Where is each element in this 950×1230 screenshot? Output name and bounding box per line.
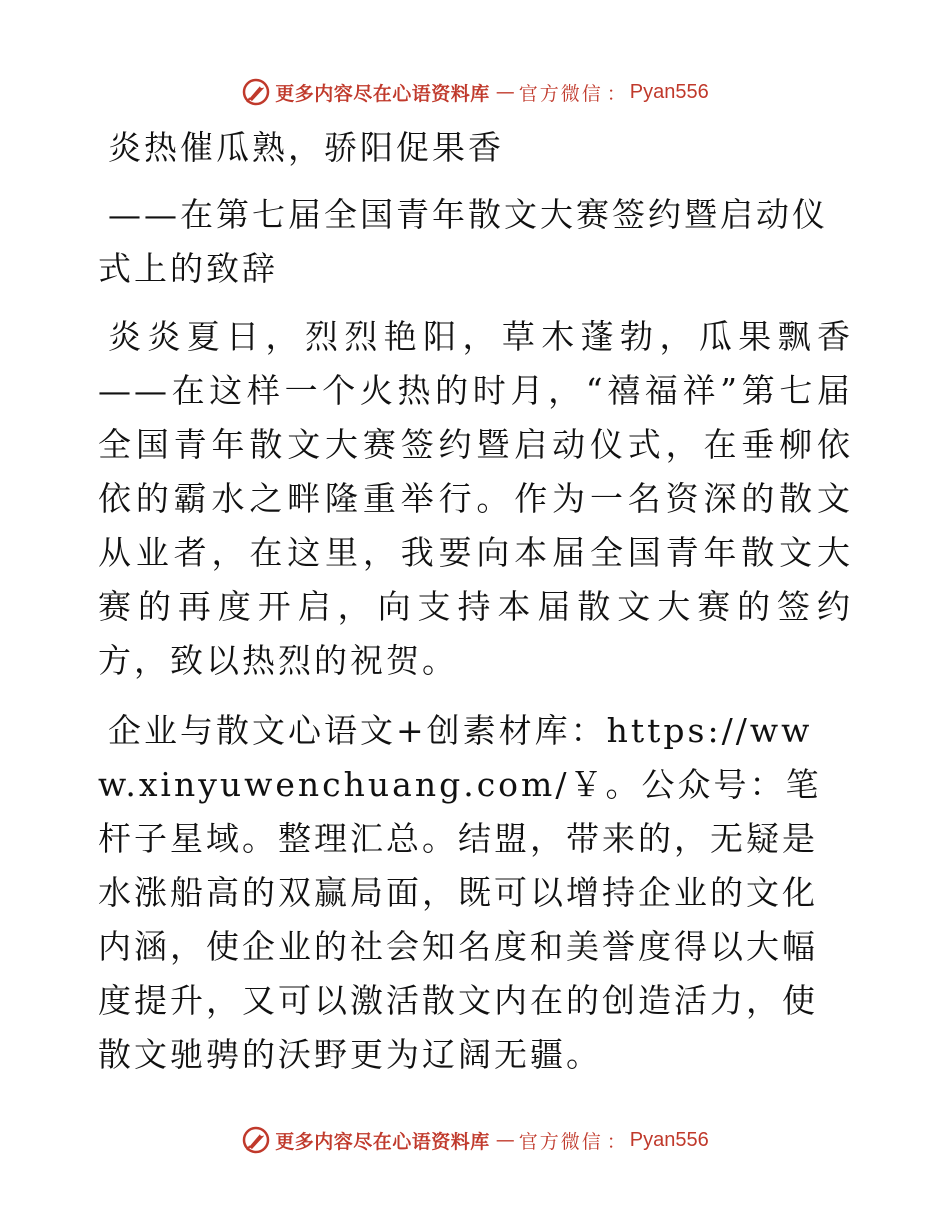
banner-main-text: 更多内容尽在心语资料库 — [275, 1130, 490, 1153]
banner-wechat-id: Pyan556 — [629, 80, 709, 103]
header-banner-inner — [241, 77, 709, 107]
footer-banner-inner — [241, 1125, 709, 1155]
paragraph-2: 企业与散文心语文+创素材库：https://www.xinyuwenchuang.com/￥。公众号：笔杆子星域。整理汇总。结盟，带来的，无疑是水涨船高的双赢局面，既可以增持企业的文化内涵，使企业的社会知名度和美誉度得以大幅度提升，又可以激活散文内在的创造活力，使散文驰骋的沃野更为辽阔无疆。 — [98, 711, 822, 1074]
banner-dash: — — [495, 1129, 515, 1151]
banner-official-label: 官方微信 — [518, 82, 603, 105]
document-body — [98, 122, 853, 1082]
quill-logo-icon — [241, 77, 271, 107]
banner-official-label: 官方微信 — [518, 1130, 603, 1153]
page-subtitle: ——在第七届全国青年散文大赛签约暨启动仪式上的致辞 — [98, 195, 828, 288]
quill-logo-icon — [241, 1125, 271, 1155]
banner-colon: ： — [606, 1130, 626, 1153]
paragraph-1: 炎炎夏日，烈烈艳阳，草木蓬勃，瓜果飘香——在这样一个火热的时月，“禧福祥”第七届全国青年散文大赛签约暨启动仪式，在垂柳依依的霸水之畔隆重举行。作为一名资深的散文从业者，在这里，我要向本届全国青年散文大赛的再度开启，向支持本届散文大赛的签约方，致以热烈的祝贺。 — [98, 317, 853, 680]
header-banner — [0, 72, 950, 112]
page-title: 炎热催瓜熟，骄阳促果香 — [108, 128, 504, 167]
banner-wechat-id: Pyan556 — [629, 1128, 709, 1151]
banner-colon: ： — [606, 82, 626, 105]
footer-banner — [0, 1120, 950, 1160]
banner-dash: — — [495, 81, 515, 103]
banner-main-text: 更多内容尽在心语资料库 — [275, 82, 490, 105]
